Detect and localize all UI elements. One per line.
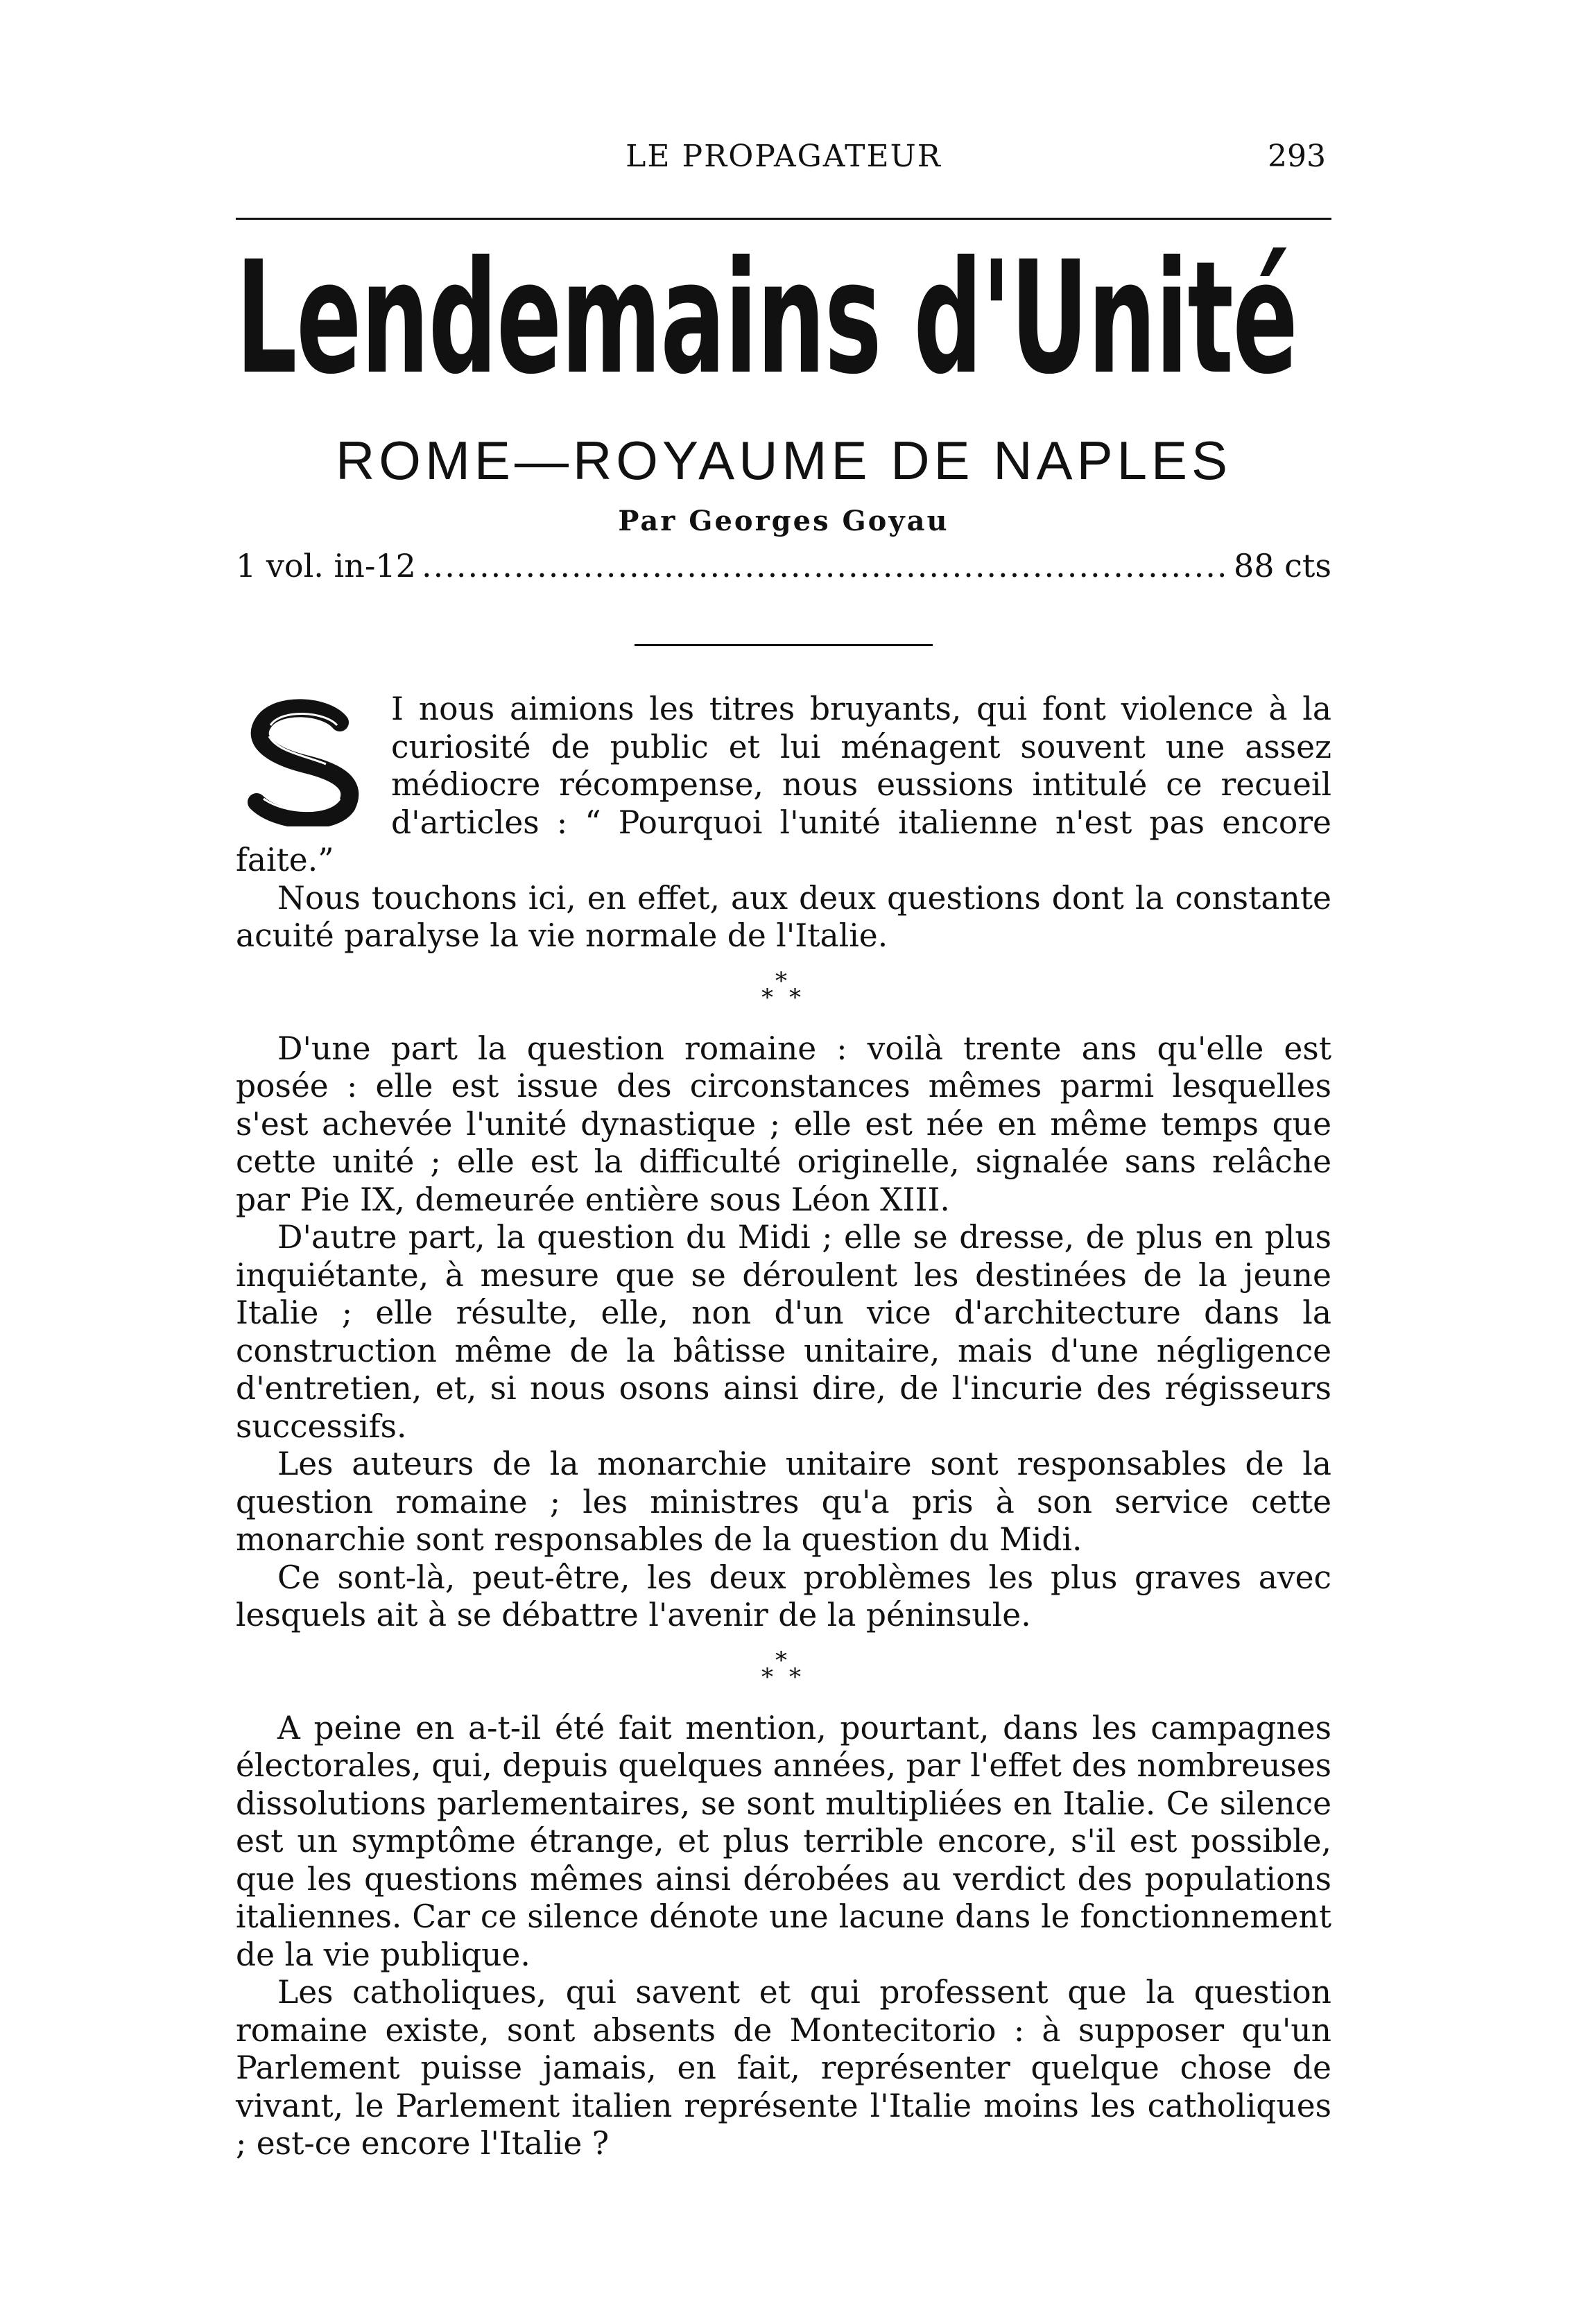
page [236, 139, 1331, 2163]
article-subtitle: ROME—ROYAUME DE NAPLES [335, 430, 1232, 491]
byline: Par Georges Goyau [618, 505, 949, 537]
dropcap-s-icon [236, 695, 381, 826]
running-head [236, 139, 1331, 187]
volume-price: 88 cts [1233, 547, 1331, 584]
paragraph-6: Ce sont-là, peut-être, les deux problèmes les plus graves avec lesquels ait à se débattre l'avenir de la péninsule. [236, 1559, 1331, 1633]
svg-text:*: * [789, 1663, 801, 1690]
leader-dots [422, 547, 1228, 584]
paragraph-8: Les catholiques, qui savent et qui professent que la question romaine existe, sont absents de Montecitorio : à supposer qu'un Parlement puisse jamais, en fait, représenter quelque chose de vivant, le Parlement italien représente l'Italie moins les catholiques ; est-ce encore l'Italie ? [236, 1974, 1331, 2162]
svg-text:*: * [761, 1663, 773, 1690]
svg-text:*: * [775, 969, 787, 995]
volume-label: 1 vol. in-12 [236, 547, 416, 584]
paragraph-1 [236, 691, 1331, 880]
volume-price-line [236, 547, 1331, 584]
section-rule [635, 644, 933, 646]
header-rule [236, 218, 1331, 220]
paragraph-5: Les auteurs de la monarchie unitaire sont responsables de la question romaine ; les ministres qu'a pris à son service cette monarchie sont responsables de la question du Midi. [236, 1446, 1331, 1558]
svg-text:*: * [775, 1648, 787, 1674]
paragraph-text: I nous aimions les titres bruyants, qui font violence à la curiosité de public et lui ménagent souvent une assez médiocre récompense, nous eussions intitulé ce recueil d'articles : “ Pourquoi l'unité italienne n'est pas encore faite.” [236, 691, 1331, 878]
paragraph-7: A peine en a-t-il été fait mention, pourtant, dans les campagnes électorales, qui, depuis quelques années, par l'effet des nombreuses dissolutions parlementaires, se sont multipliées en Italie. Ce silence est un symptôme étrange, et plus terrible encore, s'il est possible, que les questions mêmes ainsi dérobées au verdict des populations italiennes. Car ce silence dénote une lacune dans le fonctionnement de la vie publique. [236, 1709, 1331, 1973]
paragraph-2: Nous touchons ici, en effet, aux deux questions dont la constante acuité paralyse la vie normale de l'Italie. [236, 879, 1331, 954]
paragraph-4: D'autre part, la question du Midi ; elle se dresse, de plus en plus inquiétante, à mesure que se déroulent les destinées de la jeune Italie ; elle résulte, elle, non d'un vice d'architecture dans la construction même de la bâtisse unitaire, mais d'une négligence d'entretien, et, si nous osons ainsi dire, de l'incurie des régisseurs successifs. [236, 1219, 1331, 1445]
article-body [236, 691, 1331, 2163]
svg-text:*: * [761, 983, 773, 1011]
paragraph-3: D'une part la question romaine : voilà trente ans qu'elle est posée : elle est issue des circonstances mêmes parmi lesquelles s'est achevée l'unité dynastique ; elle est née en même temps que cette unité ; elle est la difficulté originelle, signalée sans relâche par Pie IX, demeurée entière sous Léon XIII. [236, 1030, 1331, 1218]
asterism-icon [236, 1635, 1331, 1710]
svg-text:*: * [789, 983, 801, 1011]
running-title: LE PROPAGATEUR [626, 139, 942, 174]
page-number: 293 [1268, 139, 1326, 174]
asterism-icon [236, 955, 1331, 1030]
article-title: Lendemains d'Unité [236, 227, 1297, 408]
